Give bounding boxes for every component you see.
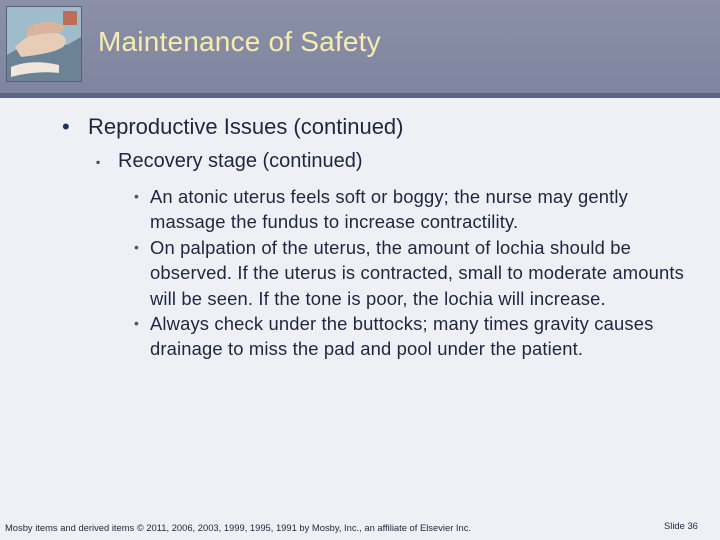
bullet-level2 xyxy=(96,150,363,173)
level2-text: Recovery stage (continued) xyxy=(118,150,363,172)
point-text: An atonic uterus feels soft or boggy; the nurse may gently massage the fundus to increase contractility. xyxy=(150,186,628,233)
header-photo xyxy=(6,6,82,82)
bullet-dot-icon: • xyxy=(62,114,70,139)
point-text: Always check under the buttocks; many times gravity causes drainage to miss the pad and pool under the patient. xyxy=(150,313,654,360)
hands-photo-icon xyxy=(7,7,81,81)
bullet-square-icon: ▪ xyxy=(96,155,101,169)
copyright-footer: Mosby items and derived items © 2011, 2006, 2003, 1999, 1995, 1991 by Mosby, Inc., an affiliate of Elsevier Inc. xyxy=(5,522,472,533)
slide-number: Slide 36 xyxy=(664,520,698,531)
slide-header xyxy=(0,0,720,93)
list-item xyxy=(134,311,694,362)
level1-text: Reproductive Issues (continued) xyxy=(88,114,404,139)
bullet-dot-icon: • xyxy=(134,315,139,332)
list-item xyxy=(134,184,694,235)
bullet-dot-icon: • xyxy=(134,238,139,255)
slide-title: Maintenance of Safety xyxy=(98,26,381,57)
point-text: On palpation of the uterus, the amount of lochia should be observed. If the uterus is contracted, small to moderate amounts will be seen. If the tone is poor, the lochia will increase. xyxy=(150,236,684,309)
bullet-dot-icon: • xyxy=(134,188,139,204)
header-divider xyxy=(0,93,720,98)
bullet-level1 xyxy=(62,114,404,140)
list-item xyxy=(134,235,694,311)
bullet-level3-list xyxy=(134,184,694,362)
